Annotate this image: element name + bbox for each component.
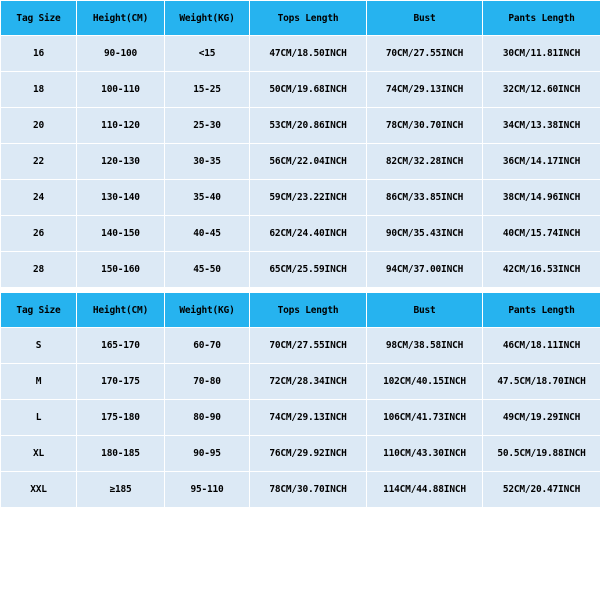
cell-pants-length: 34CM/13.38INCH bbox=[483, 108, 600, 144]
column-header-tag-size: Tag Size bbox=[1, 1, 77, 36]
table-row bbox=[1, 72, 600, 108]
cell-pants-length: 49CM/19.29INCH bbox=[483, 400, 600, 436]
cell-weight: 35-40 bbox=[165, 180, 250, 216]
cell-tag-size: 20 bbox=[1, 108, 77, 144]
cell-pants-length: 52CM/20.47INCH bbox=[483, 472, 600, 508]
cell-bust: 70CM/27.55INCH bbox=[367, 36, 483, 72]
cell-pants-length: 42CM/16.53INCH bbox=[483, 252, 600, 288]
cell-tag-size: M bbox=[1, 364, 77, 400]
cell-bust: 82CM/32.28INCH bbox=[367, 144, 483, 180]
column-header-bust: Bust bbox=[367, 1, 483, 36]
cell-pants-length: 36CM/14.17INCH bbox=[483, 144, 600, 180]
cell-tops-length: 59CM/23.22INCH bbox=[250, 180, 367, 216]
cell-tops-length: 47CM/18.50INCH bbox=[250, 36, 367, 72]
cell-height: 150-160 bbox=[77, 252, 165, 288]
cell-weight: 60-70 bbox=[165, 328, 250, 364]
cell-tag-size: 28 bbox=[1, 252, 77, 288]
cell-height: 140-150 bbox=[77, 216, 165, 252]
cell-weight: 70-80 bbox=[165, 364, 250, 400]
cell-weight: 30-35 bbox=[165, 144, 250, 180]
column-header-height: Height(CM) bbox=[77, 293, 165, 328]
table-row bbox=[1, 144, 600, 180]
cell-bust: 78CM/30.70INCH bbox=[367, 108, 483, 144]
column-header-tops-length: Tops Length bbox=[250, 293, 367, 328]
cell-height: 180-185 bbox=[77, 436, 165, 472]
table-row bbox=[1, 216, 600, 252]
table-row bbox=[1, 436, 600, 472]
table-row bbox=[1, 36, 600, 72]
cell-tops-length: 62CM/24.40INCH bbox=[250, 216, 367, 252]
column-header-pants-length: Pants Length bbox=[483, 1, 600, 36]
adult-size-table bbox=[0, 292, 600, 508]
cell-bust: 90CM/35.43INCH bbox=[367, 216, 483, 252]
cell-tag-size: 16 bbox=[1, 36, 77, 72]
table-row bbox=[1, 252, 600, 288]
cell-bust: 94CM/37.00INCH bbox=[367, 252, 483, 288]
cell-pants-length: 32CM/12.60INCH bbox=[483, 72, 600, 108]
cell-height: 130-140 bbox=[77, 180, 165, 216]
cell-height: 170-175 bbox=[77, 364, 165, 400]
cell-height: 175-180 bbox=[77, 400, 165, 436]
cell-bust: 102CM/40.15INCH bbox=[367, 364, 483, 400]
table-row bbox=[1, 328, 600, 364]
cell-tag-size: XXL bbox=[1, 472, 77, 508]
column-header-height: Height(CM) bbox=[77, 1, 165, 36]
cell-pants-length: 40CM/15.74INCH bbox=[483, 216, 600, 252]
cell-height: 110-120 bbox=[77, 108, 165, 144]
cell-tag-size: S bbox=[1, 328, 77, 364]
cell-pants-length: 50.5CM/19.88INCH bbox=[483, 436, 600, 472]
cell-tag-size: XL bbox=[1, 436, 77, 472]
table-row bbox=[1, 400, 600, 436]
cell-bust: 106CM/41.73INCH bbox=[367, 400, 483, 436]
cell-weight: 95-110 bbox=[165, 472, 250, 508]
table-row bbox=[1, 364, 600, 400]
column-header-pants-length: Pants Length bbox=[483, 293, 600, 328]
header-row bbox=[1, 293, 600, 328]
cell-pants-length: 30CM/11.81INCH bbox=[483, 36, 600, 72]
cell-weight: 90-95 bbox=[165, 436, 250, 472]
column-header-weight: Weight(KG) bbox=[165, 293, 250, 328]
table-row bbox=[1, 180, 600, 216]
table-row bbox=[1, 108, 600, 144]
table-row bbox=[1, 472, 600, 508]
kids-table-header bbox=[1, 1, 600, 36]
cell-pants-length: 38CM/14.96INCH bbox=[483, 180, 600, 216]
adult-table-body bbox=[1, 328, 600, 508]
cell-bust: 110CM/43.30INCH bbox=[367, 436, 483, 472]
cell-tops-length: 70CM/27.55INCH bbox=[250, 328, 367, 364]
cell-tops-length: 78CM/30.70INCH bbox=[250, 472, 367, 508]
cell-tops-length: 50CM/19.68INCH bbox=[250, 72, 367, 108]
column-header-weight: Weight(KG) bbox=[165, 1, 250, 36]
cell-tops-length: 76CM/29.92INCH bbox=[250, 436, 367, 472]
cell-bust: 74CM/29.13INCH bbox=[367, 72, 483, 108]
cell-tops-length: 72CM/28.34INCH bbox=[250, 364, 367, 400]
cell-height: 100-110 bbox=[77, 72, 165, 108]
kids-table-body bbox=[1, 36, 600, 288]
cell-weight: 45-50 bbox=[165, 252, 250, 288]
column-header-tops-length: Tops Length bbox=[250, 1, 367, 36]
kids-size-table bbox=[0, 0, 600, 288]
cell-tops-length: 56CM/22.04INCH bbox=[250, 144, 367, 180]
cell-bust: 114CM/44.88INCH bbox=[367, 472, 483, 508]
cell-weight: <15 bbox=[165, 36, 250, 72]
cell-weight: 25-30 bbox=[165, 108, 250, 144]
cell-height: 120-130 bbox=[77, 144, 165, 180]
cell-tops-length: 65CM/25.59INCH bbox=[250, 252, 367, 288]
cell-tops-length: 53CM/20.86INCH bbox=[250, 108, 367, 144]
cell-height: 165-170 bbox=[77, 328, 165, 364]
cell-tops-length: 74CM/29.13INCH bbox=[250, 400, 367, 436]
cell-weight: 80-90 bbox=[165, 400, 250, 436]
cell-tag-size: 22 bbox=[1, 144, 77, 180]
cell-tag-size: L bbox=[1, 400, 77, 436]
cell-tag-size: 18 bbox=[1, 72, 77, 108]
header-row bbox=[1, 1, 600, 36]
cell-pants-length: 47.5CM/18.70INCH bbox=[483, 364, 600, 400]
column-header-bust: Bust bbox=[367, 293, 483, 328]
cell-weight: 40-45 bbox=[165, 216, 250, 252]
cell-tag-size: 24 bbox=[1, 180, 77, 216]
cell-weight: 15-25 bbox=[165, 72, 250, 108]
column-header-tag-size: Tag Size bbox=[1, 293, 77, 328]
adult-table-header bbox=[1, 293, 600, 328]
cell-tag-size: 26 bbox=[1, 216, 77, 252]
cell-height: ≥185 bbox=[77, 472, 165, 508]
cell-height: 90-100 bbox=[77, 36, 165, 72]
cell-pants-length: 46CM/18.11INCH bbox=[483, 328, 600, 364]
cell-bust: 98CM/38.58INCH bbox=[367, 328, 483, 364]
cell-bust: 86CM/33.85INCH bbox=[367, 180, 483, 216]
